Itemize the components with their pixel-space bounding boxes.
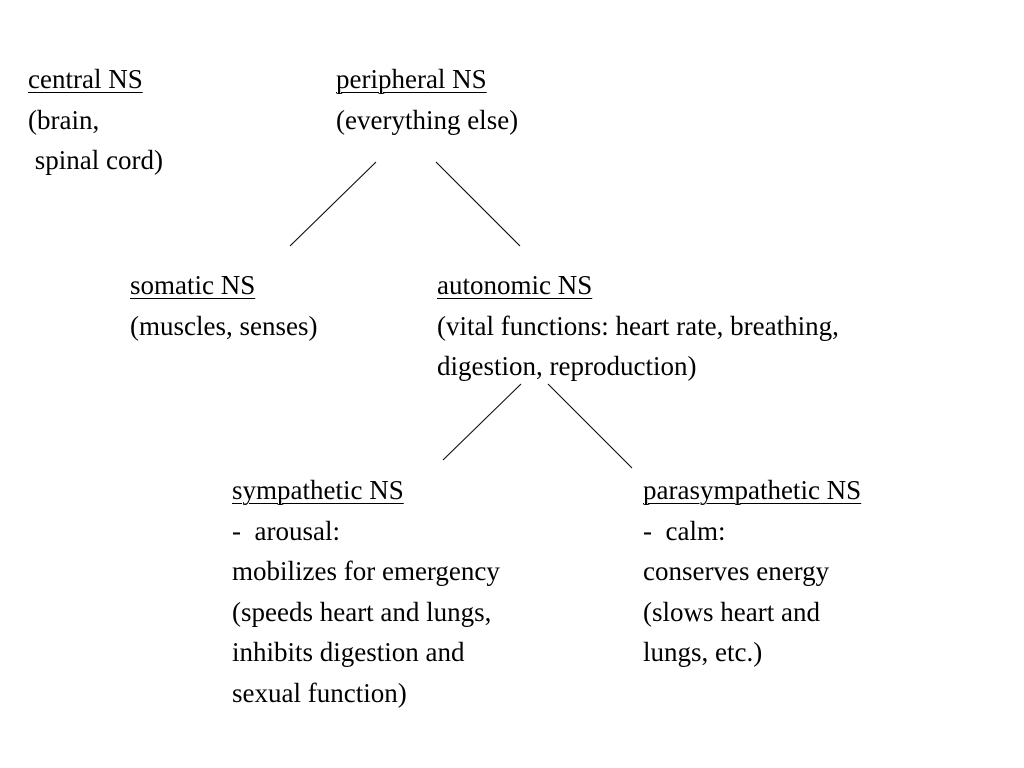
node-line: (muscles, senses) [130, 310, 318, 341]
node-peripheral-ns [336, 59, 518, 140]
node-sympathetic-ns [232, 470, 500, 713]
node-line: (brain, [28, 104, 100, 135]
node-line: digestion, reproduction) [437, 351, 697, 381]
node-autonomic-ns [437, 265, 839, 387]
node-line: inhibits digestion and [232, 637, 465, 667]
node-title: somatic NS [130, 270, 256, 300]
node-line: mobilizes for emergency [232, 556, 500, 586]
connector-peripheral-to-autonomic [436, 162, 520, 246]
node-title: central NS [28, 64, 143, 94]
node-title: parasympathetic NS [643, 475, 862, 505]
node-line: (everything else) [336, 104, 519, 135]
node-line: - arousal: [232, 515, 340, 546]
connector-autonomic-to-sympathetic [443, 384, 521, 460]
node-line: conserves energy [643, 556, 830, 586]
node-line: (slows heart and [643, 596, 820, 627]
connector-peripheral-to-somatic [290, 162, 376, 246]
node-parasympathetic-ns [643, 470, 861, 673]
node-title: sympathetic NS [232, 475, 404, 505]
node-title: peripheral NS [336, 64, 487, 94]
node-title: autonomic NS [437, 270, 593, 300]
node-line: (vital functions: heart rate, breathing, [437, 310, 839, 341]
node-line: spinal cord) [28, 145, 163, 175]
node-line: - calm: [643, 515, 726, 546]
connector-autonomic-to-parasympathetic [548, 384, 632, 468]
node-somatic-ns [130, 265, 317, 346]
node-line: (speeds heart and lungs, [232, 596, 492, 627]
node-central-ns [28, 59, 163, 181]
node-line: sexual function) [232, 677, 407, 708]
node-line: lungs, etc.) [643, 637, 763, 667]
